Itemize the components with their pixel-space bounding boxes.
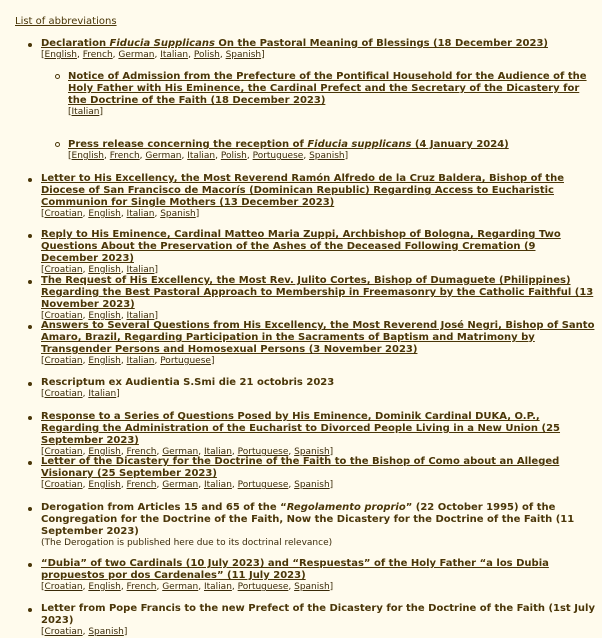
language-link-english[interactable]: English [88, 480, 121, 490]
doc-title: Rescriptum ex Audientia S.Smi die 21 octobris 2023 [41, 377, 335, 388]
language-link-spanish[interactable]: Spanish [225, 50, 262, 60]
language-link-italian[interactable]: Italian [203, 480, 232, 490]
language-link-german[interactable]: German [162, 447, 199, 457]
language-link-spanish[interactable]: Spanish [160, 209, 196, 219]
language-link-english[interactable]: English [88, 311, 121, 321]
language-link-portuguese[interactable]: Portuguese [160, 356, 211, 366]
circle-bullet-icon [55, 142, 60, 147]
language-link-spanish[interactable]: Spanish [88, 627, 124, 637]
language-link-italian[interactable]: Italian [203, 447, 232, 457]
language-link-english[interactable]: English [88, 265, 121, 275]
language-link-croatian[interactable]: Croatian [44, 265, 83, 275]
bullet-icon [28, 178, 32, 182]
bullet-icon [28, 325, 32, 329]
doc-response-duka [28, 411, 596, 458]
doc-note: (The Derogation is published here due to its doctrinal relevance) [41, 538, 333, 548]
language-link-french[interactable]: French [126, 480, 157, 490]
language-link-german[interactable]: German [162, 480, 199, 490]
language-links: [Croatian, English, French, German, Italian, Portuguese, Spanish] [41, 447, 334, 457]
language-links: [English, French, German, Italian, Polish, Spanish] [41, 50, 265, 60]
language-links: [Croatian, Italian] [41, 389, 120, 399]
language-links: [English, French, German, Italian, Polish, Portuguese, Spanish] [68, 151, 349, 161]
doc-dubia [28, 558, 596, 593]
bullet-icon [28, 608, 32, 612]
bullet-icon [28, 280, 32, 284]
language-link-english[interactable]: English [44, 50, 78, 60]
language-link-portuguese[interactable]: Portuguese [237, 480, 289, 490]
bullet-icon [28, 416, 32, 420]
list-of-abbreviations-link[interactable]: List of abbreviations [15, 16, 117, 27]
bullet-icon [28, 234, 32, 238]
language-link-italian[interactable]: Italian [187, 151, 216, 161]
doc-notice-of-admission [55, 71, 596, 118]
doc-fiducia-supplicans [28, 38, 596, 61]
language-link-spanish[interactable]: Spanish [294, 447, 330, 457]
language-link-english[interactable]: English [71, 151, 105, 161]
language-link-italian[interactable]: Italian [160, 50, 189, 60]
language-link-polish[interactable]: Polish [220, 151, 247, 161]
language-link-croatian[interactable]: Croatian [44, 447, 83, 457]
language-link-french[interactable]: French [109, 151, 140, 161]
language-links: [Croatian, English, Italian, Spanish] [41, 209, 200, 219]
doc-title-link[interactable]: The Request of His Excellency, the Most Rev. Julito Cortes, Bishop of Dumaguete (Philippines) Regarding the Best Pastoral Approach to Membership in Freemasonry by the Catholic Faithful (13 November 2023) [41, 275, 594, 310]
bullet-icon [28, 507, 32, 511]
language-link-french[interactable]: French [126, 582, 157, 592]
language-link-croatian[interactable]: Croatian [44, 311, 83, 321]
doc-request-cortes [28, 275, 596, 322]
language-link-portuguese[interactable]: Portuguese [237, 582, 289, 592]
language-link-croatian[interactable]: Croatian [44, 356, 83, 366]
doc-title-link[interactable]: Response to a Series of Questions Posed by His Eminence, Dominik Cardinal DUKA, O.P., Regarding the Administration of the Eucharist to Divorced People Living in a New Union (25 September 2023) [41, 411, 561, 446]
doc-reply-zuppi [28, 229, 596, 276]
language-links: [Italian] [68, 107, 103, 117]
doc-title-link[interactable]: Letter to His Excellency, the Most Reverend Ramón Alfredo de la Cruz Baldera, Bishop of the Diocese of San Francisco de Macorís (Dominican Republic) Regarding Access to Eucharistic Communion for Single Mothers (13 December 2023) [41, 173, 564, 208]
language-link-italian[interactable]: Italian [126, 209, 155, 219]
language-links: [Croatian, Spanish] [41, 627, 128, 637]
bullet-icon [28, 43, 32, 47]
language-link-portuguese[interactable]: Portuguese [237, 447, 289, 457]
language-link-spanish[interactable]: Spanish [309, 151, 345, 161]
language-link-french[interactable]: French [126, 447, 157, 457]
language-link-spanish[interactable]: Spanish [294, 480, 330, 490]
bullet-icon [28, 563, 32, 567]
language-links: [Croatian, English, Italian] [41, 265, 158, 275]
language-link-german[interactable]: German [162, 582, 199, 592]
doc-title-link[interactable]: Answers to Several Questions from His Excellency, the Most Reverend José Negri, Bishop of Santo Amaro, Brazil, Regarding Participation in the Sacraments of Baptism and Matrimony by Transgender Persons and Homosexual Persons (3 November 2023) [41, 320, 595, 355]
doc-title: Letter from Pope Francis to the new Prefect of the Dicastery for the Doctrine of the Faith (1st July 2023) [41, 603, 595, 626]
language-link-portuguese[interactable]: Portuguese [252, 151, 304, 161]
language-link-german[interactable]: German [118, 50, 155, 60]
language-link-german[interactable]: German [145, 151, 182, 161]
doc-title-link[interactable]: Press release concerning the reception of Fiducia supplicans (4 January 2024) [68, 139, 509, 150]
language-link-croatian[interactable]: Croatian [44, 389, 83, 399]
language-links: [Croatian, English, French, German, Italian, Portuguese, Spanish] [41, 582, 334, 592]
language-link-italian[interactable]: Italian [126, 311, 155, 321]
language-link-polish[interactable]: Polish [193, 50, 220, 60]
language-link-spanish[interactable]: Spanish [294, 582, 330, 592]
language-link-english[interactable]: English [88, 209, 121, 219]
language-links: [Croatian, English, French, German, Italian, Portuguese, Spanish] [41, 480, 334, 490]
doc-letter-pope-francis [28, 603, 596, 638]
doc-press-release [55, 139, 596, 162]
doc-title-link[interactable]: Letter of the Dicastery for the Doctrine of the Faith to the Bishop of Como about an Alleged Visionary (25 September 2023) [41, 456, 560, 479]
language-link-croatian[interactable]: Croatian [44, 480, 83, 490]
language-links: [Croatian, English, Italian, Portuguese] [41, 356, 215, 366]
language-link-italian[interactable]: Italian [71, 107, 100, 117]
doc-title-link[interactable]: Reply to His Eminence, Cardinal Matteo Maria Zuppi, Archbishop of Bologna, Regarding Two Questions About the Preservation of the Ashes of the Deceased Following Cremation (9 December 2023) [41, 229, 561, 264]
language-link-english[interactable]: English [88, 582, 121, 592]
language-link-croatian[interactable]: Croatian [44, 582, 83, 592]
doc-title: Derogation from Articles 15 and 65 of the “Regolamento proprio” (22 October 1995) of the Congregation for the Doctrine of the Faith, Now the Dicastery for the Doctrine of the Faith (11 September 2023) [41, 502, 575, 537]
doc-letter-baldera [28, 173, 596, 220]
language-link-italian[interactable]: Italian [126, 265, 155, 275]
doc-title-link[interactable]: “Dubia” of two Cardinals (10 July 2023) and “Respuestas” of the Holy Father “a los Dubia propuestos por dos Cardenales” (11 July 2023) [41, 558, 549, 581]
bullet-icon [28, 382, 32, 386]
language-link-english[interactable]: English [88, 447, 121, 457]
doc-title-link[interactable]: Declaration Fiducia Supplicans On the Pastoral Meaning of Blessings (18 December 2023) [41, 38, 548, 49]
language-link-italian[interactable]: Italian [126, 356, 155, 366]
circle-bullet-icon [55, 74, 60, 79]
language-links: [Croatian, English, Italian] [41, 311, 158, 321]
language-link-italian[interactable]: Italian [203, 582, 232, 592]
language-link-french[interactable]: French [82, 50, 113, 60]
language-link-croatian[interactable]: Croatian [44, 627, 83, 637]
language-link-english[interactable]: English [88, 356, 121, 366]
doc-title-link[interactable]: Notice of Admission from the Prefecture of the Pontifical Household for the Audience of the Holy Father with His Eminence, the Cardinal Prefect and the Secretary of the Dicastery for the Doctrine of the Faith (18 December 2023) [68, 71, 587, 106]
doc-derogation [28, 502, 596, 549]
language-link-croatian[interactable]: Croatian [44, 209, 83, 219]
language-link-italian[interactable]: Italian [88, 389, 117, 399]
bullet-icon [28, 461, 32, 465]
doc-rescriptum [28, 377, 596, 400]
doc-letter-como [28, 456, 596, 491]
doc-answers-negri [28, 320, 596, 367]
